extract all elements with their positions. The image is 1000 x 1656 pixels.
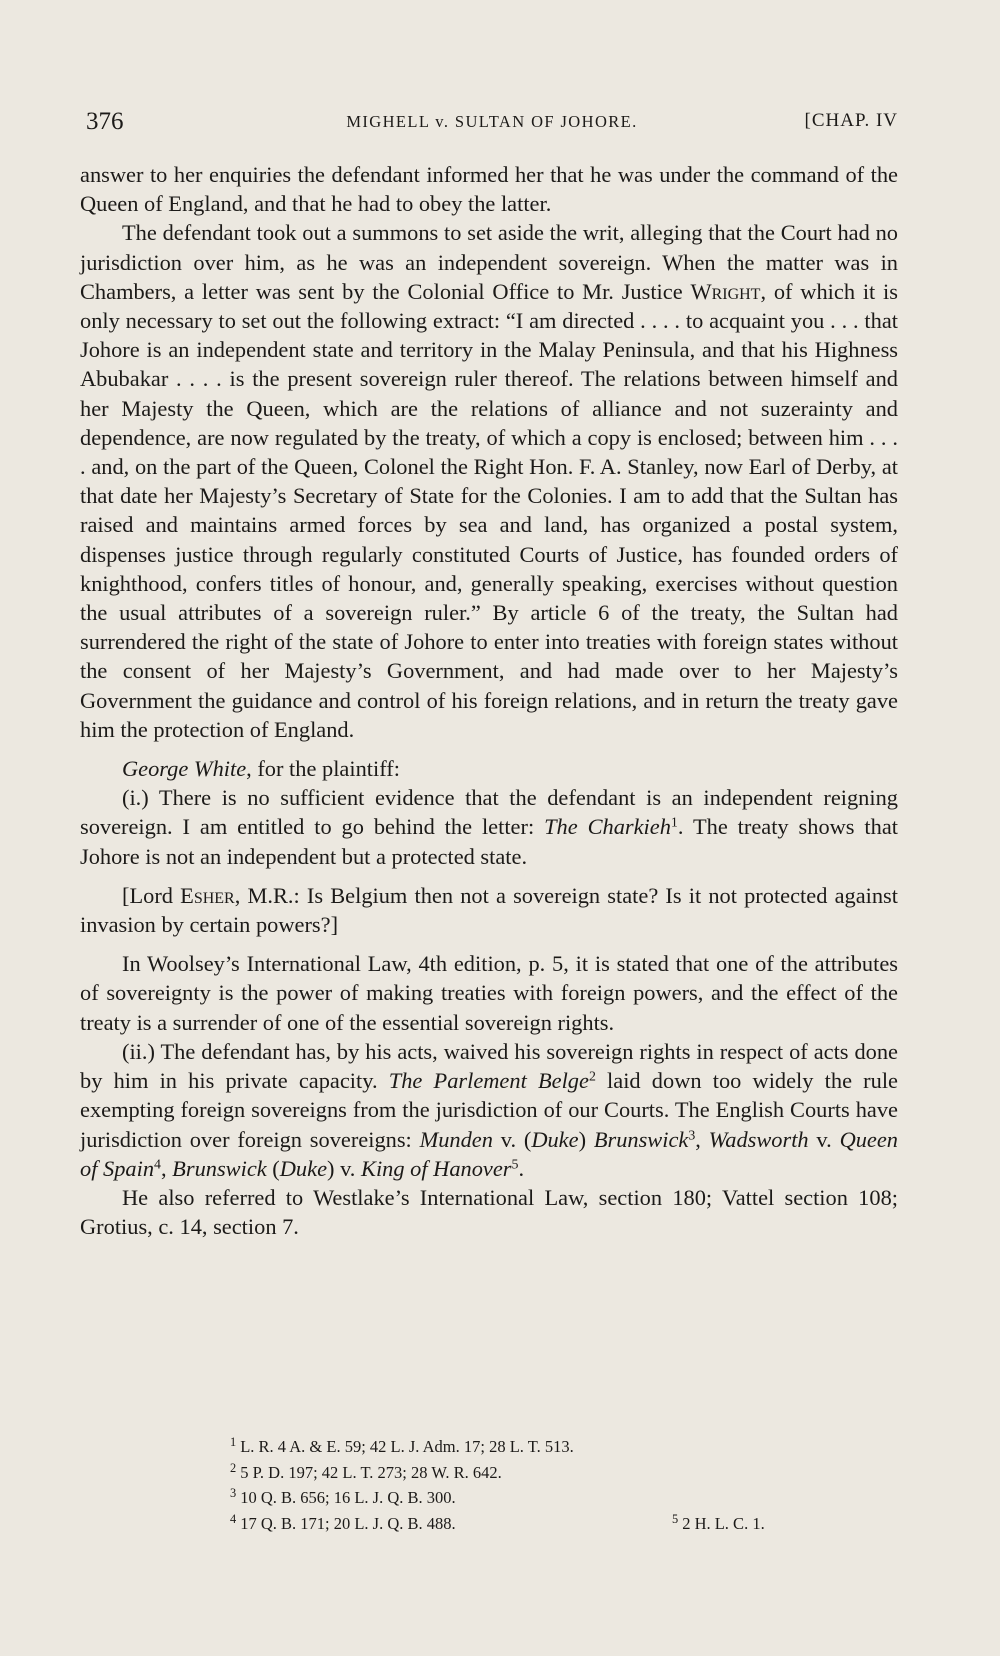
footnote-1: $^1$ L. R. 4 A. & E. 59; 42 L. J. Adm. 17; 28 L. T. 513.	[230, 1435, 574, 1456]
paragraph-continuation: answer to her enquiries the defendant informed her that he was under the command of the Queen of England, and that he had to obey the latter.	[80, 162, 898, 217]
argument-point-2: (ii.) The defendant has, by his acts, waived his sovereign rights in respect of acts done by him in his private capacity. The Parlement Belge$^2$ laid down too widely the rule exempting foreign sovereigns from the jurisdiction of our Courts. The English Courts have jurisdiction over foreign sovereigns: Munden v. (Duke) Brunswick$^3$, Wadsworth v. Queen of Spain$^4$, Brunswick (Duke) v. King of Hanover$^5$.	[80, 1038, 898, 1181]
case-citation: The Charkieh	[544, 814, 671, 840]
bench-interjection: [Lord Esher, M.R.: Is Belgium then not a sovereign state? Is it not protected against invasion by certain powers?]	[80, 882, 898, 938]
running-title: MIGHELL v. SULTAN OF JOHORE.	[346, 112, 638, 131]
footnote-ref[interactable]: 4	[154, 1157, 161, 1173]
paragraph-summons: The defendant took out a summons to set aside the writ, alleging that the Court had no jurisdiction over him, as he was an independent sovereign. When the matter was in Chambers, a letter was sent by the Colonial Office to Mr. Justice Wright, of which it is only necessary to set out the following extract: “I am directed . . . . to acquaint you . . . that Johore is an independent state and territory in the Malay Peninsula, and that his Highness Abubakar . . . . is the present sovereign ruler thereof. The relations between himself and her Majesty the Queen, which are the relations of alliance and not suzerainty and dependence, are now regulated by the treaty, of which a copy is enclosed; between him . . . . and, on the part of the Queen, Colonel the Right Hon. F. A. Stanley, now Earl of Derby, at that date her Majesty’s Secretary of State for the Colonies. I am to add that the Sultan has raised and maintains armed forces by sea and land, has organized a postal system, dispenses justice through regularly constituted Courts of Justice, has founded orders of knighthood, confers titles of honour, and, generally speaking, exercises without question the usual attributes of a sovereign ruler.” By article 6 of the treaty, the Sultan had surrendered the right of the state of Johore to enter into treaties with foreign states without the consent of her Majesty’s Government, and had made over to her Majesty’s Government the guidance and control of his foreign relations, and in return the treaty gave him the protection of England.	[80, 220, 898, 742]
counsel-name: George White	[122, 756, 247, 782]
case-citation: Wadsworth	[708, 1126, 809, 1152]
footnote-3: $^3$ 10 Q. B. 656; 16 L. J. Q. B. 300.	[230, 1486, 456, 1507]
counsel-line: George White, for the plaintiff:	[122, 756, 400, 782]
paragraph-woolsey: In Woolsey’s International Law, 4th edition, p. 5, it is stated that one of the attributes of sovereignty is the power of making treaties with foreign powers, and the effect of the treaty is a surrender of one of the essential sovereign rights.	[80, 951, 898, 1035]
footnote-ref[interactable]: 1	[670, 815, 678, 831]
footnote-ref[interactable]: 5	[511, 1157, 519, 1173]
footnote-ref[interactable]: 2	[588, 1069, 596, 1085]
case-citation: The Parlement Belge	[388, 1068, 589, 1094]
footnote-5: $^5$ 2 H. L. C. 1.	[672, 1511, 765, 1533]
page-number: 376	[86, 108, 124, 135]
footnote-2: $^2$ 5 P. D. 197; 42 L. T. 273; 28 W. R. 642.	[230, 1460, 502, 1482]
footnote-ref[interactable]: 3	[688, 1127, 696, 1143]
judge-name: Esher	[180, 882, 235, 908]
justice-name: Wright	[690, 278, 761, 304]
case-citation: Brunswick	[172, 1155, 267, 1181]
chapter-label: [CHAP. IV	[804, 110, 898, 131]
argument-point-1: (i.) There is no sufficient evidence that the defendant is an independent reigning sovereign. I am entitled to go behind the letter: The Charkieh$^1$. The treaty shows that Johore is not an independent but a protected state.	[80, 785, 898, 869]
running-header	[86, 108, 898, 138]
footnote-4: $^4$ 17 Q. B. 171; 20 L. J. Q. B. 488.	[230, 1511, 456, 1533]
paragraph-westlake: He also referred to Westlake’s International Law, section 180; Vattel section 108; Grotius, c. 14, section 7.	[80, 1184, 898, 1240]
body-text	[80, 160, 898, 1241]
case-citation: Munden	[419, 1126, 493, 1152]
